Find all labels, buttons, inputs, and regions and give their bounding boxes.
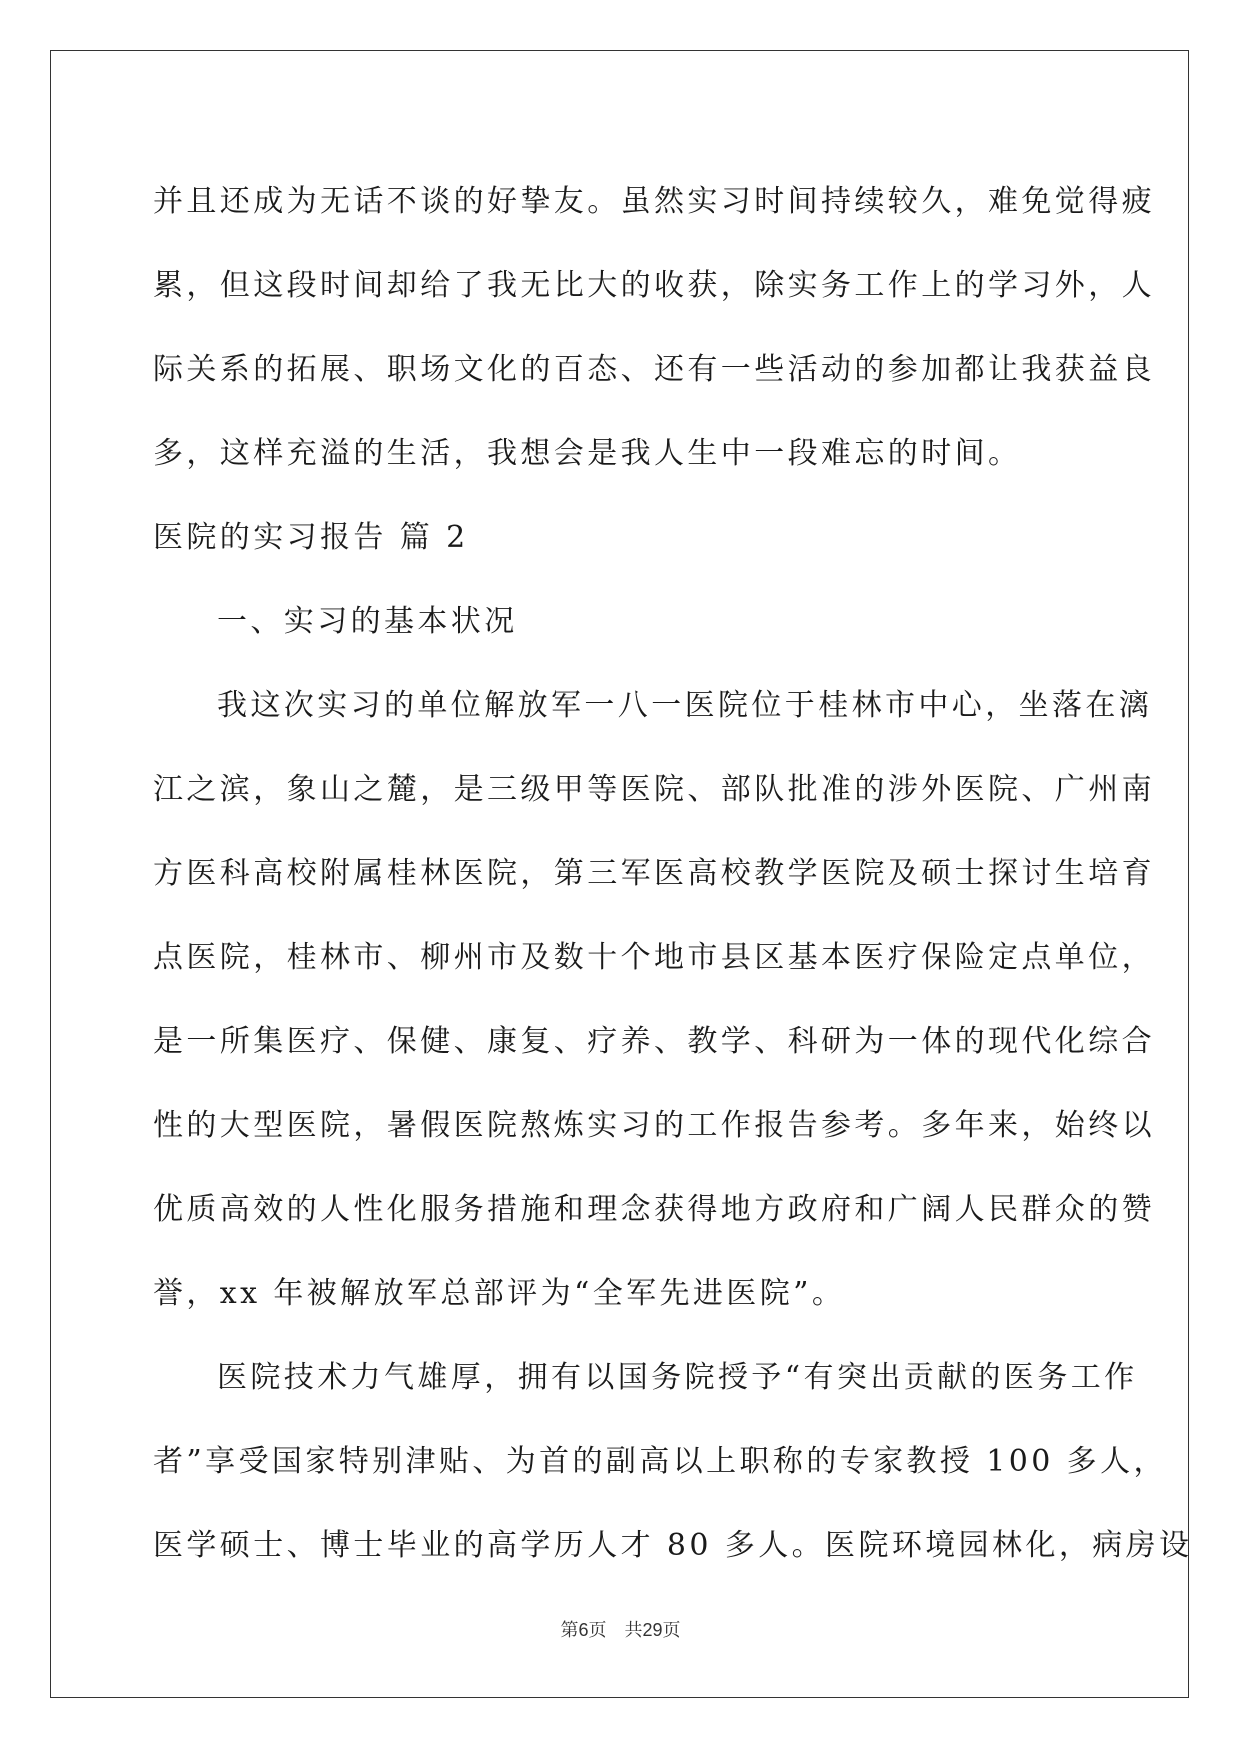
paragraph-line: 者”享受国家特别津贴、为首的副高以上职称的专家教授 100 多人， [153, 1444, 1167, 1479]
total-pages-prefix: 共 [624, 1620, 643, 1641]
paragraph-line: 并且还成为无话不谈的好挚友。虽然实习时间持续较久，难免觉得疲 [153, 184, 1155, 219]
paragraph-line: 性的大型医院，暑假医院熬炼实习的工作报告参考。多年来，始终以 [153, 1108, 1155, 1143]
paragraph-line: 我这次实习的单位解放军一八一医院位于桂林市中心，坐落在漓 [217, 688, 1153, 723]
page-number-prefix: 第 [560, 1620, 579, 1641]
total-pages-suffix: 页 [662, 1620, 681, 1641]
paragraph-line: 累，但这段时间却给了我无比大的收获，除实务工作上的学习外，人 [153, 268, 1155, 303]
paragraph-line: 江之滨，象山之麓，是三级甲等医院、部队批准的涉外医院、广州南 [153, 772, 1155, 807]
page-number: 6 [578, 1620, 589, 1640]
total-pages: 29 [642, 1620, 663, 1640]
paragraph-line: 优质高效的人性化服务措施和理念获得地方政府和广阔人民群众的赞 [153, 1192, 1155, 1227]
paragraph-line: 医院技术力气雄厚，拥有以国务院授予“有突出贡献的医务工作 [217, 1360, 1138, 1395]
section-title: 医院的实习报告 篇 2 [153, 520, 469, 555]
subsection-heading: 一、实习的基本状况 [217, 604, 518, 639]
document-body [153, 160, 1193, 1588]
page-footer [0, 1616, 1241, 1642]
paragraph-line: 点医院，桂林市、柳州市及数十个地市县区基本医疗保险定点单位， [153, 940, 1155, 975]
page-number-suffix: 页 [588, 1620, 607, 1641]
paragraph-line: 方医科高校附属桂林医院，第三军医高校教学医院及硕士探讨生培育 [153, 856, 1155, 891]
paragraph-line: 际关系的拓展、职场文化的百态、还有一些活动的参加都让我获益良 [153, 352, 1155, 387]
paragraph-line: 医学硕士、博士毕业的高学历人才 80 多人。医院环境园林化，病房设 [153, 1528, 1193, 1563]
paragraph-line: 誉，xx 年被解放军总部评为“全军先进医院”。 [153, 1276, 846, 1311]
paragraph-line: 多，这样充溢的生活，我想会是我人生中一段难忘的时间。 [153, 436, 1022, 471]
paragraph-line: 是一所集医疗、保健、康复、疗养、教学、科研为一体的现代化综合 [153, 1024, 1155, 1059]
